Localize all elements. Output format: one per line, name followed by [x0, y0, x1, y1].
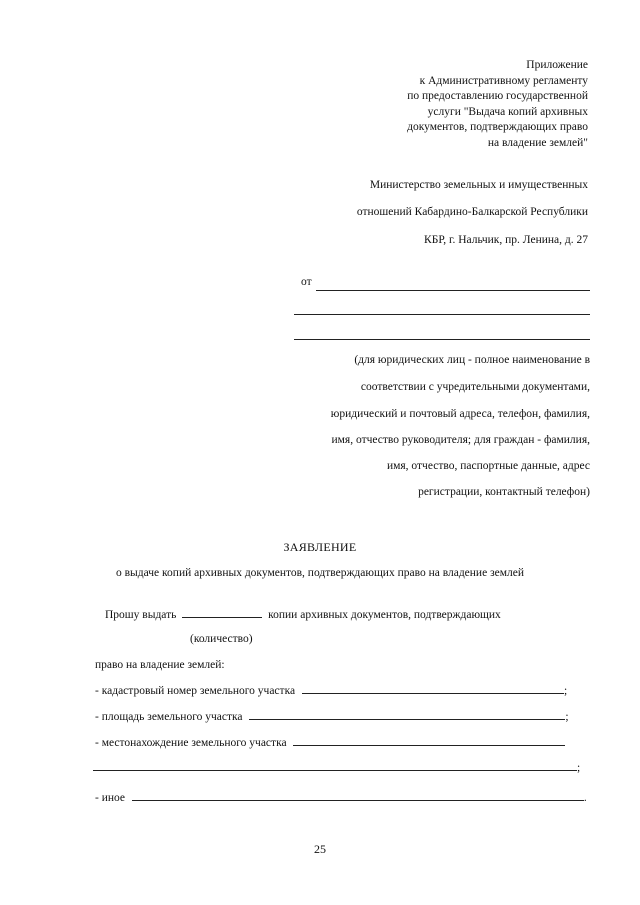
applicant-note-line: (для юридических лиц - полное наименование в	[354, 354, 590, 366]
cadastral-field[interactable]	[302, 693, 564, 694]
other-field[interactable]	[132, 800, 584, 801]
semicolon: ;	[577, 762, 581, 774]
location-row	[95, 737, 565, 749]
location-row-continued	[93, 762, 580, 774]
document-subtitle: о выдаче копий архивных документов, подтверждающих право на владение землей	[116, 567, 524, 579]
period: .	[583, 792, 587, 804]
applicant-note-line: соответствии с учредительными документами,	[360, 381, 590, 393]
applicant-note-line: регистрации, контактный телефон)	[418, 486, 590, 498]
location-label: - местонахождение земельного участка	[95, 737, 287, 749]
quantity-field[interactable]	[182, 617, 262, 618]
from-field-line[interactable]	[294, 314, 590, 315]
applicant-note-line: имя, отчество, паспортные данные, адрес	[386, 460, 590, 472]
addressee-line-3: КБР, г. Нальчик, пр. Ленина, д. 27	[424, 234, 588, 246]
request-line	[105, 609, 501, 621]
addressee-line-1: Министерство земельных и имущественных	[369, 179, 588, 191]
cadastral-row	[95, 685, 567, 697]
annex-line: на владение землей"	[487, 136, 588, 149]
semicolon: ;	[565, 711, 569, 723]
semicolon: ;	[563, 685, 568, 697]
addressee-line-2: отношений Кабардино-Балкарской Республики	[356, 206, 588, 218]
annex-line: по предоставлению государственной	[407, 90, 588, 102]
from-field-line[interactable]	[294, 339, 590, 340]
annex-line: к Административному регламенту	[419, 74, 588, 87]
area-label: - площадь земельного участка	[95, 711, 243, 723]
page-number: 25	[314, 842, 326, 856]
location-field[interactable]	[293, 745, 565, 746]
document-title: ЗАЯВЛЕНИЕ	[283, 540, 357, 554]
from-field-line[interactable]	[316, 290, 590, 291]
request-continuation: право на владение землей:	[95, 659, 225, 671]
area-field[interactable]	[249, 719, 565, 720]
other-label: - иное	[95, 792, 126, 804]
cadastral-label: - кадастровый номер земельного участка	[95, 685, 296, 697]
annex-line: документов, подтверждающих право	[407, 121, 588, 133]
from-label: от	[301, 276, 312, 288]
request-prefix: Прошу выдать	[105, 609, 177, 621]
location-field-continued[interactable]	[93, 770, 577, 771]
applicant-note-line: юридический и почтовый адреса, телефон, фамилия,	[330, 408, 590, 420]
other-row	[95, 792, 587, 804]
annex-line: Приложение	[526, 59, 588, 71]
annex-header	[407, 58, 588, 151]
annex-line: услуги "Выдача копий архивных	[427, 105, 588, 118]
area-row	[95, 711, 569, 723]
quantity-hint: (количество)	[190, 633, 253, 645]
request-suffix: копии архивных документов, подтверждающих	[268, 609, 501, 621]
applicant-note-line: имя, отчество руководителя; для граждан - фамилия,	[331, 434, 590, 446]
